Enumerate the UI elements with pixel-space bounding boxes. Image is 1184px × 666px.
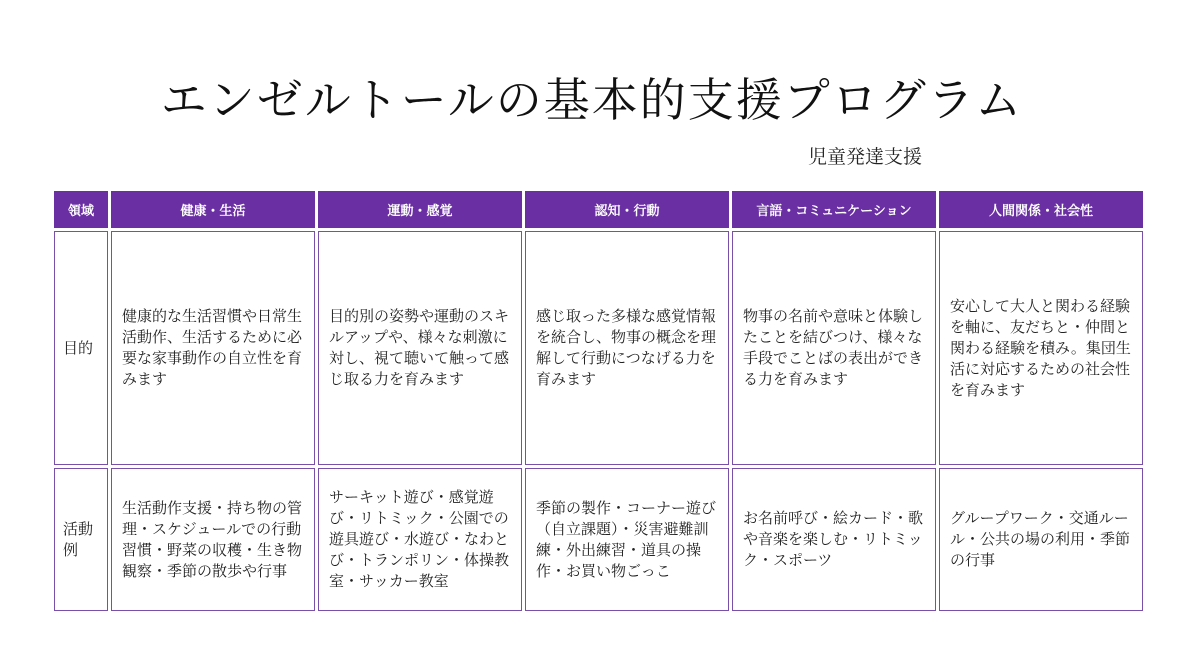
cell-text: 季節の製作・コーナー遊び（自立課題）・災害避難訓練・外出練習・道具の操作・お買い物ごっこ [536,498,717,580]
cell-text: お名前呼び・絵カード・歌や音楽を楽しむ・リトミック・スポーツ [743,509,924,569]
page-title: エンゼルトールの基本的支援プログラム [160,73,1024,127]
page-subtitle: 児童発達支援 [808,146,923,168]
row-label-purpose-text: 目的 [63,338,94,357]
row-label-activity-text: 活動例 [63,519,94,559]
header-cell-motor-sensory: 運動・感覚 [318,191,522,228]
cell-text: 物事の名前や意味と体験したことを結びつけ、様々な手段でことばの表出ができる力を育みます [743,307,924,388]
activity-cell-language-communication [732,468,936,611]
purpose-cell-relationships-sociality [939,231,1143,465]
cell-text: 生活動作支援・持ち物の管理・スケジュールでの行動習慣・野菜の収穫・生き物観察・季節の散歩や行事 [122,498,303,580]
row-label-activity-examples [54,468,108,611]
row-label-purpose [54,231,108,465]
activity-cell-health-life [111,468,315,611]
cell-text: 目的別の姿勢や運動のスキルアップや、様々な刺激に対し、視て聴いて触って感じ取る力を育みます [329,307,510,388]
header-cell-relationships-sociality: 人間関係・社会性 [939,191,1143,228]
cell-text: 感じ取った多様な感覚情報を統合し、物事の概念を理解して行動につなげる力を育みます [536,307,717,388]
cell-text: グループワーク・交通ルール・公共の場の利用・季節の行事 [950,509,1131,569]
cell-text: サーキット遊び・感覚遊び・リトミック・公園での遊具遊び・水遊び・なわとび・トランポリン・体操教室・サッカー教室 [329,488,510,590]
cell-text: 安心して大人と関わる経験を軸に、友だちと・仲間と関わる経験を積み。集団生活に対応するための社会性を育みます [950,296,1131,399]
purpose-cell-language-communication [732,231,936,465]
purpose-cell-health-life [111,231,315,465]
header-cell-health-life: 健康・生活 [111,191,315,228]
header-cell-cognition-behavior: 認知・行動 [525,191,729,228]
activity-cell-relationships-sociality [939,468,1143,611]
activity-cell-cognition-behavior [525,468,729,611]
activity-cell-motor-sensory [318,468,522,611]
purpose-cell-motor-sensory [318,231,522,465]
header-cell-domain: 領域 [54,191,108,228]
cell-text: 健康的な生活習慣や日常生活動作、生活するために必要な家事動作の自立性を育みます [122,307,303,388]
purpose-cell-cognition-behavior [525,231,729,465]
header-cell-language-communication: 言語・コミュニケーション [732,191,936,228]
